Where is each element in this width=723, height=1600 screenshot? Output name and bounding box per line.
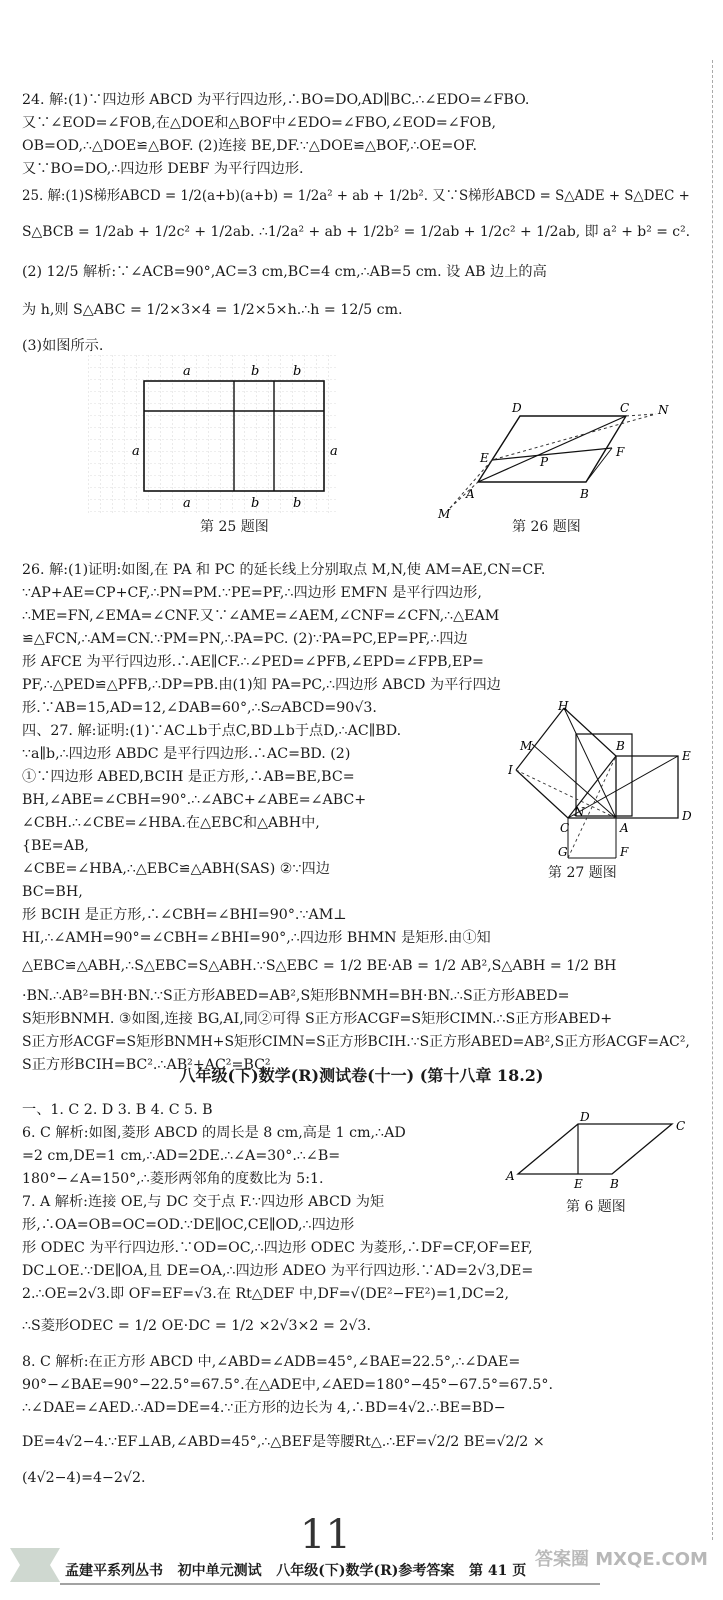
fig27-label: A [620, 821, 629, 835]
answer-line: 形 AFCE 为平行四边形.∴AE∥CF.∴∠PED=∠PFB,∠EPD=∠FPB,EP= [22, 654, 484, 670]
answer-line: HI,∴∠AMH=90°=∠CBH=∠BHI=90°,∴四边形 BHMN 是矩形.由①知 [22, 930, 491, 946]
fig27-label: B [616, 739, 625, 753]
answer-line: 四、27. 解:证明:(1)∵AC⊥b于点C,BD⊥b于点D,∴AC∥BD. [22, 723, 402, 739]
fig27-label: F [620, 845, 629, 859]
fig27-label: C [560, 821, 570, 835]
answer-line: 为 h,则 S△ABC = 1/2×3×4 = 1/2×5×h.∴h = 12/5 cm. [22, 302, 403, 318]
caption-fig26: 第 26 题图 [512, 519, 581, 535]
answer-line: ∴∠DAE=∠AED.∴AD=DE=4.∵正方形的边长为 4,∴BD=4√2.∴BE=BD− [22, 1400, 506, 1416]
fig25-bottom-label: b [293, 496, 302, 511]
fig26-label: D [512, 401, 522, 415]
handwritten-mark: 11 [300, 1512, 351, 1558]
answer-line: 180°−∠A=150°,∴菱形两邻角的度数比为 5:1. [22, 1171, 324, 1187]
fig26-label: N [658, 403, 669, 417]
fig6-label: C [676, 1119, 686, 1133]
answer-line: ∴ME=FN,∠EMA=∠CNF.又∵∠AME=∠AEM,∠CNF=∠CFN,∴△EAM [22, 608, 500, 624]
fig26-label: E [480, 451, 489, 465]
rhombus-abcd [518, 1124, 672, 1174]
answer-line: 形.∵AB=15,AD=12,∠DAB=60°,∴S▱ABCD=90√3. [22, 700, 377, 716]
answer-line: {BE=AB, [22, 838, 89, 854]
answer-line: DE=4√2−4.∵EF⊥AB,∠ABD=45°,∴△BEF是等腰Rt△.∴EF=√2/2 BE=√2/2 × [22, 1434, 545, 1450]
fig25-left-label: a [132, 444, 140, 459]
figure-26 [430, 400, 690, 520]
watermark: 答案圈 MXQE.COM [535, 1549, 708, 1570]
fig26-label: P [540, 455, 549, 469]
fig26-label: M [438, 507, 451, 520]
line-de [492, 416, 520, 460]
answer-line: S△BCB = 1/2ab + 1/2c² + 1/2ab. ∴1/2a² + ab + 1/2b² = 1/2ab + 1/2c² + 1/2ab, 即 a² + b² = c². [22, 224, 691, 240]
answer-line: S矩形BNMH. ③如图,连接 BG,AI,同②可得 S正方形ACGF=S矩形CIMN.∴S正方形ABED+ [22, 1011, 613, 1027]
answer-line: 形,∴OA=OB=OC=OD.∵DE∥OC,CE∥OD,∴四边形 [22, 1217, 355, 1233]
footer-line [65, 1560, 526, 1580]
answer-line: ∴S菱形ODEC = 1/2 OE·DC = 1/2 ×2√3×2 = 2√3. [22, 1318, 371, 1334]
fig25-top-label: b [251, 364, 260, 379]
answer-line: 26. 解:(1)证明:如图,在 PA 和 PC 的延长线上分别取点 M,N,使 AM=AE,CN=CF. [22, 562, 546, 578]
answer-line: 8. C 解析:在正方形 ABCD 中,∠ABD=∠ADB=45°,∠BAE=22.5°,∴∠DAE= [22, 1354, 521, 1370]
answer-line: S正方形ACGF=S矩形BNMH+S矩形CIMN=S正方形BCIH.∵S正方形ABED=AB²,S正方形ACGF=AC², [22, 1034, 690, 1050]
side-bh [564, 708, 616, 756]
fig25-right-label: a [330, 444, 338, 459]
fig26-label: C [620, 401, 630, 415]
answer-line: ∠CBH.∴∠CBE=∠HBA.在△EBC和△ABH中, [22, 815, 320, 831]
dashed-bg-ai [516, 756, 616, 858]
answer-line: 24. 解:(1)∵四边形 ABCD 为平行四边形,∴BO=DO,AD∥BC.∴∠EDO=∠FBO. [22, 92, 530, 108]
answer-line: 形 ODEC 为平行四边形.∵OD=OC,∴四边形 ODEC 为菱形,∴DF=CF,OF=EF, [22, 1240, 533, 1256]
answer-line: 25. 解:(1)S梯形ABCD = 1/2(a+b)(a+b) = 1/2a² + ab + 1/2b². 又∵S梯形ABCD = S△ADE + S△DEC + [22, 188, 690, 204]
answer-line: (4√2−4)=4−2√2. [22, 1470, 146, 1486]
side-ic [516, 770, 568, 818]
answer-line: PF,∴△PED≌△PFB,∴DP=PB.由(1)知 PA=PC,∴四边形 ABCD 为平行四边 [22, 677, 501, 693]
binding-line [712, 60, 713, 1540]
fig26-label: F [616, 445, 625, 459]
answer-line: =2 cm,DE=1 cm,∴AD=2DE.∴∠A=30°.∴∠B= [22, 1148, 341, 1164]
answer-line: ∠CBE=∠HBA,∴△EBC≌△ABH(SAS) ②∵四边 [22, 861, 330, 877]
caption-fig25: 第 25 题图 [200, 519, 269, 535]
answer-line: 90°−∠BAE=90°−22.5°=67.5°.在△ADE中,∠AED=180°−45°−67.5°=67.5°. [22, 1377, 554, 1393]
answer-line: 2.∴OE=2√3.即 OF=EF=√3.在 Rt△DEF 中,DF=√(DE²−FE²)=1,DC=2, [22, 1286, 510, 1302]
fig6-label: A [506, 1169, 515, 1183]
fig27-label: I [508, 763, 513, 777]
answer-line: ①∵四边形 ABED,BCIH 是正方形,∴AB=BE,BC= [22, 769, 355, 785]
figure-27 [508, 700, 698, 860]
answer-line: 7. A 解析:连接 OE,与 DC 交于点 F.∵四边形 ABCD 为矩 [22, 1194, 385, 1210]
figure-25 [88, 355, 338, 515]
footer-subject: 八年级(下)数学(R)参考答案 [276, 1563, 455, 1579]
answer-line: BH,∠ABE=∠CBH=90°.∴∠ABC+∠ABE=∠ABC+ [22, 792, 367, 808]
footer-book: 初中单元测试 [177, 1563, 262, 1579]
fig27-label: D [682, 809, 692, 823]
footer-series: 孟建平系列丛书 [65, 1563, 163, 1579]
fig27-label: H [558, 700, 569, 713]
caption-fig27: 第 27 题图 [548, 865, 617, 881]
footer-page: 第 41 页 [469, 1563, 527, 1579]
fig26-label: B [580, 487, 589, 501]
answer-line: (2) 12/5 解析:∵∠ACB=90°,AC=3 cm,BC=4 cm,∴AB=5 cm. 设 AB 边上的高 [22, 264, 547, 280]
answer-line: △EBC≌△ABH,∴S△EBC=S△ABH.∵S△EBC = 1/2 BE·AB = 1/2 AB²,S△ABH = 1/2 BH [22, 958, 617, 974]
back-arrow-icon [10, 1548, 60, 1582]
answer-line: 又∵BO=DO,∴四边形 DEBF 为平行四边形. [22, 161, 304, 177]
fig6-label: B [610, 1177, 619, 1190]
answer-line: ∵AP+AE=CP+CF,∴PN=PM.∵PE=PF,∴四边形 EMFN 是平行四边形, [22, 585, 482, 601]
line-ce [568, 756, 678, 818]
answer-line: OB=OD,∴△DOE≌△BOF. (2)连接 BE,DF.∵△DOE≌△BOF,∴OE=OF. [22, 138, 478, 154]
answer-line: DC⊥OE.∵DE∥OA,且 DE=OA,∴四边形 ADEO 为平行四边形.∵AD=2√3,DE= [22, 1263, 534, 1279]
fig25-top-label: a [183, 364, 191, 379]
answer-line: 形 BCIH 是正方形,∴∠CBH=∠BHI=90°.∵AM⊥ [22, 907, 347, 923]
answer-line: BC=BH, [22, 884, 83, 900]
answer-line: ≌△FCN,∴AM=CN.∵PM=PN,∴PA=PC. (2)∵PA=PC,EP=PF,∴四边 [22, 631, 468, 647]
answer-line: ∵a∥b,∴四边形 ABDC 是平行四边形.∴AC=BD. (2) [22, 746, 351, 762]
fig27-label: G [558, 845, 568, 859]
fig25-bottom-label: a [183, 496, 191, 511]
fig27-label: M [520, 739, 533, 753]
answer-line: (3)如图所示. [22, 338, 104, 354]
square-abed [616, 756, 678, 818]
line-fb [586, 448, 612, 482]
fig27-label: E [682, 749, 691, 763]
figure-6 [500, 1110, 700, 1190]
answer-line: ·BN.∴AB²=BH·BN.∵S正方形ABED=AB²,S矩形BNMH=BH·BN.∴S正方形ABED= [22, 988, 570, 1004]
caption-fig6: 第 6 题图 [566, 1199, 626, 1215]
section-title: 八年级(下)数学(R)测试卷(十一) (第十八章 18.2) [179, 1066, 544, 1085]
answer-line: S正方形BCIH=BC².∴AB²+AC²=BC². [22, 1057, 276, 1073]
answer-line: 6. C 解析:如图,菱形 ABCD 的周长是 8 cm,高是 1 cm,∴AD [22, 1125, 406, 1141]
line-ha [564, 708, 616, 818]
fig6-label: E [574, 1177, 583, 1190]
fig25-bottom-label: b [251, 496, 260, 511]
answer-line: 一、1. C 2. D 3. B 4. C 5. B [22, 1102, 213, 1118]
fig26-label: A [466, 487, 475, 501]
fig25-top-label: b [293, 364, 302, 379]
fig27-label: N [574, 805, 585, 819]
fig6-label: D [580, 1110, 590, 1124]
line-ef [492, 448, 612, 460]
answer-line: 又∵∠EOD=∠FOB,在△DOE和△BOF中∠EDO=∠FBO,∠EOD=∠FOB, [22, 115, 497, 131]
